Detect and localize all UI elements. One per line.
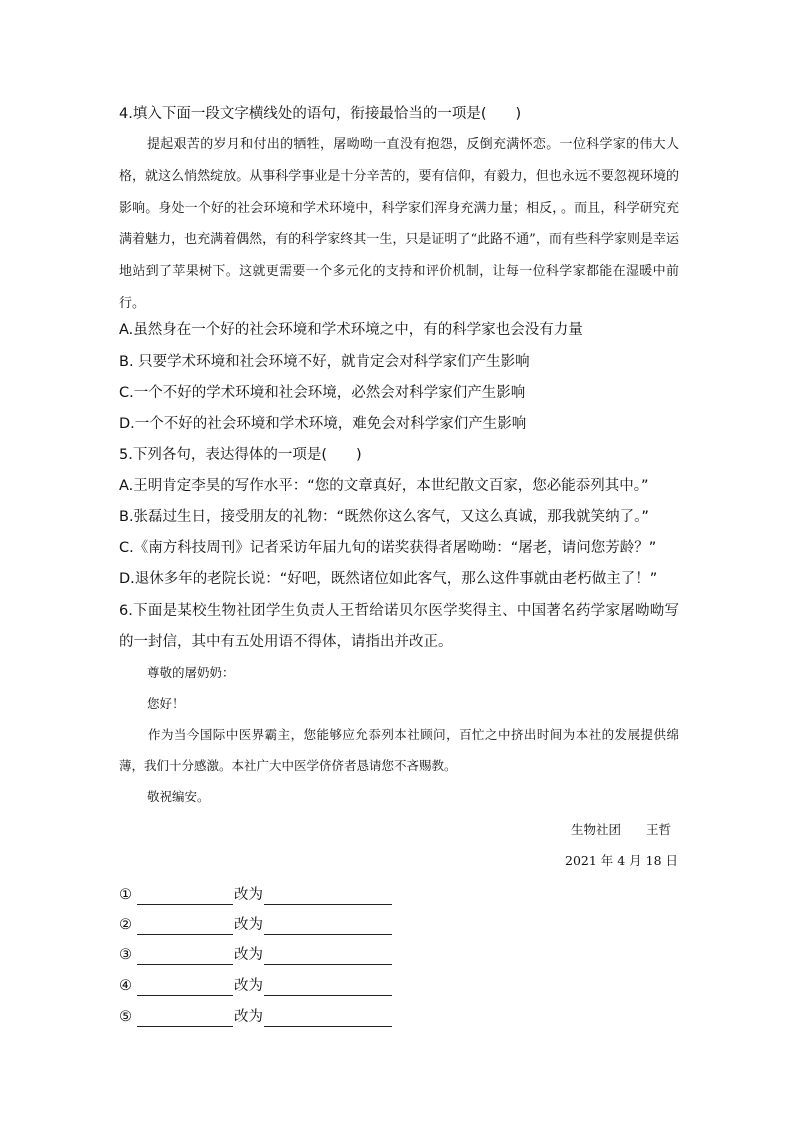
question-4-passage bbox=[119, 129, 679, 320]
letter-salutation: 尊敬的屠奶奶： bbox=[147, 665, 235, 680]
passage-text-before: 提起艰苦的岁月和付出的牺牲，屠呦呦一直没有抱怨，反倒充满怀恋。一位科学家的伟大人格，就这么悄然绽放。从事科学事业是十分辛苦的，要有信仰，有毅力，但也永远不要忽视环境的影响。身处一个好的社会环境和学术环境中，科学家们浑身充满力量；相反， bbox=[119, 137, 679, 216]
change-to-label: 改为 bbox=[234, 947, 263, 963]
letter-greeting: 您好！ bbox=[147, 696, 185, 711]
answer-original-blank[interactable] bbox=[137, 918, 233, 935]
option-5a: A.王明肯定李昊的写作水平：“您的文章真好，本世纪散文百家，您必能忝列其中。” bbox=[119, 478, 649, 494]
option-4d: D.一个不好的社会环境和学术环境，难免会对科学家们产生影响 bbox=[119, 416, 527, 432]
letter-date: 2021 年 4 月 18 日 bbox=[565, 853, 679, 868]
passage-text-after: 。而且，科学研究充满着魅力，也充满着偶然，有的科学家终其一生，只是证明了“此路不通”，而有些科学家则是幸运地站到了苹果树下。这就更需要一个多元化的支持和评价机制，让每一位科学家都能在湿暖中前行。 bbox=[119, 200, 679, 311]
answer-number: ③ bbox=[119, 947, 132, 963]
answer-row-3 bbox=[119, 945, 392, 965]
change-to-label: 改为 bbox=[234, 978, 263, 994]
option-5c: C.《南方科技周刊》记者采访年届九旬的诺奖获得者屠呦呦：“屠老，请问您芳龄？” bbox=[119, 540, 657, 556]
answer-original-blank[interactable] bbox=[137, 1010, 233, 1027]
answer-number: ⑤ bbox=[119, 1009, 132, 1025]
answer-original-blank[interactable] bbox=[137, 948, 233, 965]
answer-correction-blank[interactable] bbox=[264, 948, 392, 965]
option-5d: D.退休多年的老院长说：“好吧，既然诸位如此客气，那么这件事就由老朽做主了！” bbox=[119, 571, 658, 587]
letter-signature: 生物社团 王哲 bbox=[571, 822, 672, 837]
change-to-label: 改为 bbox=[234, 917, 263, 933]
answer-row-5 bbox=[119, 1007, 392, 1027]
answer-row-2 bbox=[119, 915, 392, 935]
answer-row-4 bbox=[119, 976, 392, 996]
answer-correction-blank[interactable] bbox=[264, 1010, 392, 1027]
answer-correction-blank[interactable] bbox=[264, 888, 392, 905]
answer-number: ④ bbox=[119, 978, 132, 994]
option-4b: B. 只要学术环境和社会环境不好，就肯定会对科学家们产生影响 bbox=[119, 354, 530, 370]
letter-closing: 敬祝编安。 bbox=[147, 789, 210, 804]
option-4a: A.虽然身在一个好的社会环境和学术环境之中，有的科学家也会没有力量 bbox=[119, 322, 583, 338]
option-5b: B.张磊过生日，接受朋友的礼物：“既然你这么客气，又这么真诚，那我就笑纳了。” bbox=[119, 509, 649, 525]
answer-original-blank[interactable] bbox=[137, 888, 233, 905]
question-6-stem: 6.下面是某校生物社团学生负责人王哲给诺贝尔医学奖得主、中国著名药学家屠呦呦写的一封信，其中有五处用语不得体，请指出并改正。 bbox=[119, 603, 679, 650]
answer-row-1 bbox=[119, 885, 392, 905]
answer-number: ① bbox=[119, 887, 132, 903]
change-to-label: 改为 bbox=[234, 1009, 263, 1025]
answer-correction-blank[interactable] bbox=[264, 918, 392, 935]
answer-correction-blank[interactable] bbox=[264, 979, 392, 996]
answer-original-blank[interactable] bbox=[137, 979, 233, 996]
letter-body: 作为当今国际中医界霸主，您能够应允忝列本社顾问，百忙之中挤出时间为本社的发展提供绵薄，我们十分感激。本社广大中医学侪侪者恳请您不吝赐教。 bbox=[119, 727, 679, 773]
question-5-stem: 5.下列各句，表达得体的一项是( ) bbox=[119, 447, 362, 463]
question-4-stem: 4.填入下面一段文字横线处的语句，衔接最恰当的一项是( ) bbox=[119, 106, 522, 122]
option-4c: C.一个不好的学术环境和社会环境，必然会对科学家们产生影响 bbox=[119, 385, 526, 401]
change-to-label: 改为 bbox=[234, 887, 263, 903]
answer-number: ② bbox=[119, 917, 132, 933]
